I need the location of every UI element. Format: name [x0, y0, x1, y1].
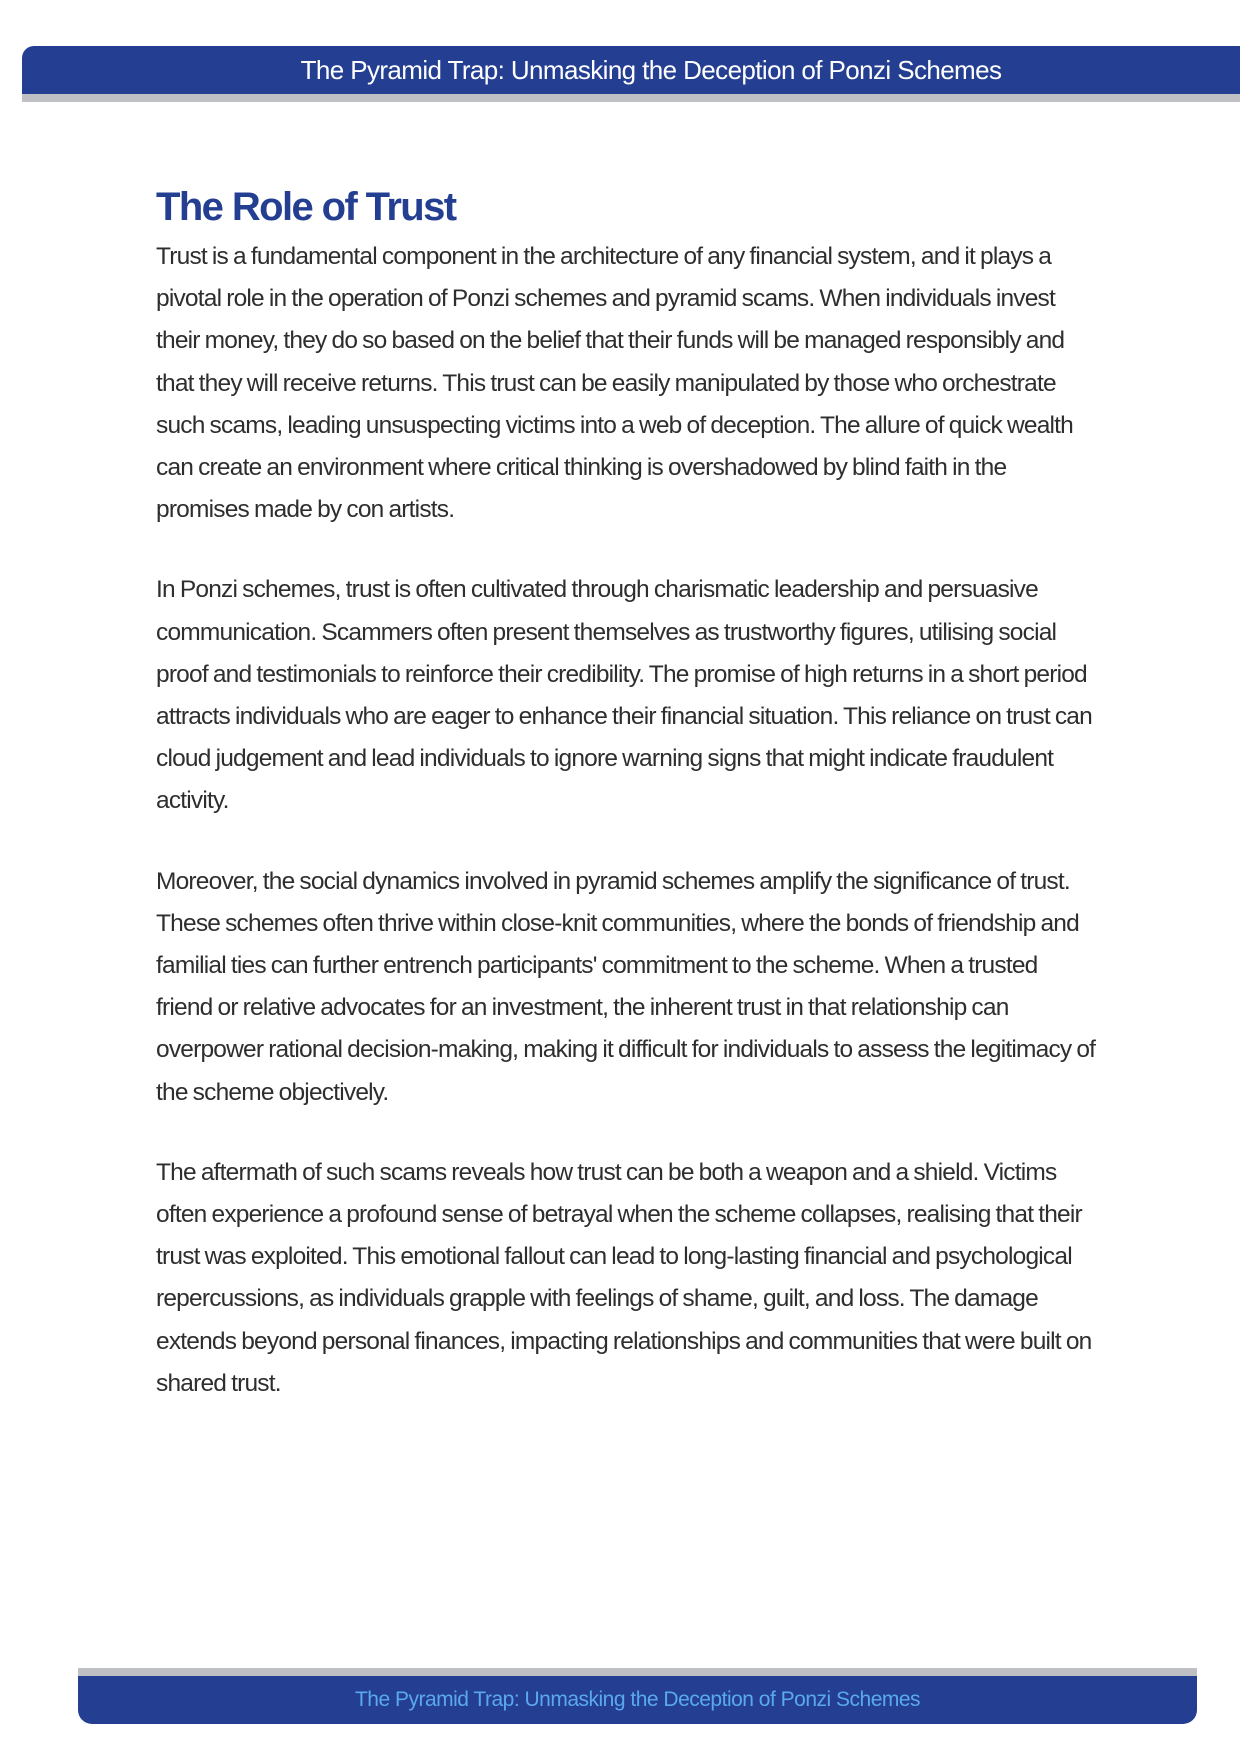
page-header — [22, 46, 1240, 94]
body-paragraph-2: In Ponzi schemes, trust is often cultivated through charismatic leadership and persuasive communication. Scammers often present themselves as trustworthy figures, utilising social proof and testimonials to reinforce their credibility. The promise of high returns in a short period attracts individuals who are eager to enhance their financial situation. This reliance on trust can cloud judgement and lead individuals to ignore warning signs that might indicate fraudulent activity. — [156, 576, 1092, 815]
body-paragraph-4: The aftermath of such scams reveals how trust can be both a weapon and a shield. Victims often experience a profound sense of betrayal when the scheme collapses, realising that their trust was exploited. This emotional fallout can lead to long-lasting financial and psychological repercussions, as individuals grapple with feelings of shame, guilt, and loss. The damage extends beyond personal finances, impacting relationships and communities that were built on shared trust. — [156, 1158, 1092, 1397]
footer-title: The Pyramid Trap: Unmasking the Deception of Ponzi Schemes — [354, 1688, 921, 1711]
main-content — [156, 180, 1096, 1443]
header-divider — [22, 94, 1240, 102]
footer-divider — [78, 1668, 1197, 1676]
page-footer — [78, 1676, 1197, 1724]
body-paragraph-3: Moreover, the social dynamics involved in pyramid schemes amplify the significance of trust. These schemes often thrive within close-knit communities, where the bonds of friendship and familial ties can further entrench participants' commitment to the scheme. When a trusted friend or relative advocates for an investment, the inherent trust in that relationship can overpower rational decision-making, making it difficult for individuals to assess the legitimacy of the scheme objectively. — [156, 867, 1096, 1106]
header-title: The Pyramid Trap: Unmasking the Deception of Ponzi Schemes — [300, 54, 1002, 85]
section-title: The Role of Trust — [156, 185, 456, 229]
body-paragraph-1: Trust is a fundamental component in the architecture of any financial system, and it plays a pivotal role in the operation of Ponzi schemes and pyramid scams. When individuals invest their money, they do so based on the belief that their funds will be managed responsibly and that they will receive returns. This trust can be easily manipulated by those who orchestrate such scams, leading unsuspecting victims into a web of deception. The allure of quick wealth can create an environment where critical thinking is overshadowed by blind faith in the promises made by con artists. — [156, 243, 1073, 524]
